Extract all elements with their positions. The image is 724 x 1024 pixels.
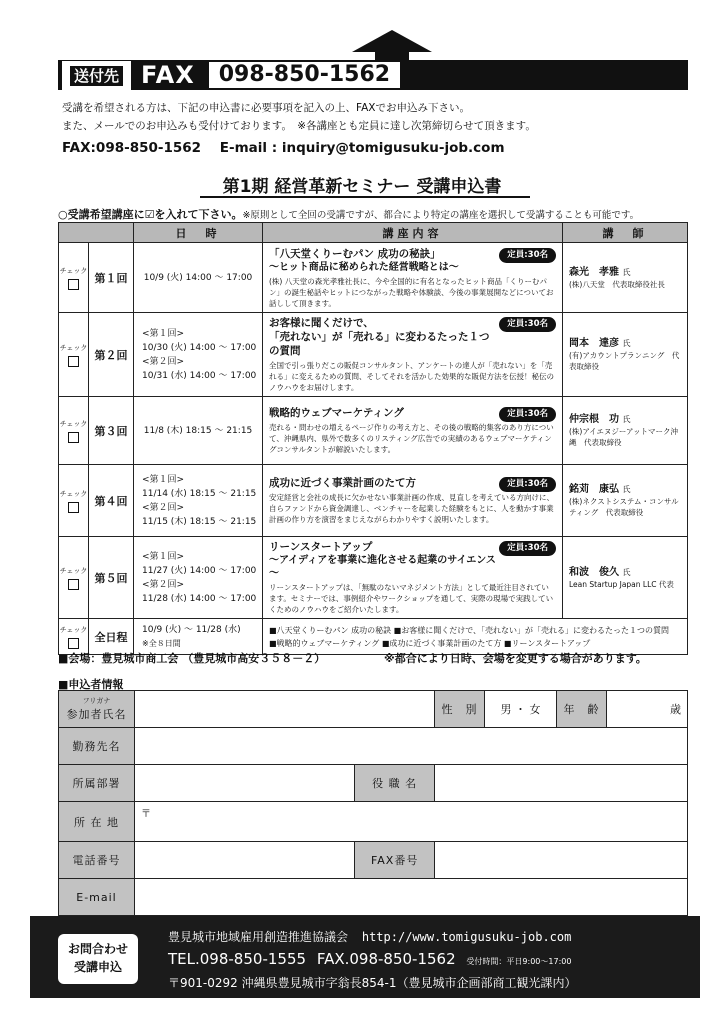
instructor-title: (株)ネクストシステム・コンサルティング 代表取締役 bbox=[569, 497, 679, 517]
intro-line-1: 受講を希望される方は、下記の申込書に必要事項を記入の上、FAXでお申込み下さい。 bbox=[62, 102, 470, 114]
course-date: 11/8 (木) 18:15 ～ 21:15 bbox=[134, 397, 263, 465]
up-arrow-icon bbox=[352, 30, 432, 52]
capacity-badge: 定員:30名 bbox=[499, 317, 556, 332]
instructor-name: 銘苅 康弘 bbox=[569, 484, 619, 495]
contact-fax: FAX:098-850-1562 bbox=[62, 140, 202, 156]
company-field[interactable] bbox=[135, 728, 688, 765]
header-content: 講座内容 bbox=[263, 223, 563, 243]
course-title: 成功に近づく事業計画のたて方 bbox=[269, 477, 416, 489]
venue-note: ※都合により日時、会場を変更する場合があります。 bbox=[384, 652, 647, 665]
checkbox[interactable] bbox=[68, 356, 79, 367]
phone-field[interactable] bbox=[135, 842, 355, 879]
check-cell[interactable]: チェック bbox=[59, 619, 89, 655]
course-content bbox=[263, 465, 563, 537]
course-date: <第１回> 11/14 (水) 18:15 ～ 21:15 <第２回> 11/15 (木) 18:15 ～ 21:15 bbox=[134, 465, 263, 537]
course-desc: (株) 八天堂の森光孝雅社長に、今や全国的に有名となったヒット商品「くりーむパン」の誕生秘話やヒットにつながった戦略や体験談、今後の事業展開などについてお話しして頂きます。 bbox=[269, 276, 554, 308]
fax-number: 098-850-1562 bbox=[209, 62, 400, 88]
header-date: 日 時 bbox=[134, 223, 263, 243]
course-content bbox=[263, 243, 563, 313]
company-row bbox=[59, 728, 688, 765]
applicant-heading: ■申込者情報 bbox=[58, 678, 124, 691]
course-row bbox=[59, 313, 688, 397]
all-course-label: 全日程 bbox=[89, 619, 134, 655]
header-instructor: 講 師 bbox=[563, 223, 688, 243]
instruction-sub: ※原則として全回の受講ですが、都合により特定の講座を選択して受講することも可能です。 bbox=[242, 210, 640, 221]
instructor-title: (株)八天堂 代表取締役社長 bbox=[569, 279, 665, 289]
send-to-badge: 送付先 bbox=[62, 61, 131, 90]
instructor-name: 和波 俊久 bbox=[569, 566, 619, 578]
instruction-note bbox=[58, 206, 639, 222]
email-label: E-mail bbox=[59, 879, 135, 916]
instructor-cell: 和波 俊久 氏 Lean Startup Japan LLC 代表 bbox=[563, 537, 688, 619]
contact-line bbox=[62, 140, 505, 156]
age-field[interactable]: 歳 bbox=[607, 691, 688, 728]
course-row bbox=[59, 537, 688, 619]
checkbox[interactable] bbox=[68, 432, 79, 443]
address-field[interactable] bbox=[135, 802, 688, 842]
checkbox[interactable] bbox=[68, 502, 79, 513]
course-desc: 売れる・問わせの増えるページ作りの考え方と、その後の戦略的集客のあり方について、沖縄県内、県外で数多くのリスティング広告での実績のあるウェブマーケティングコンサルタントが解説いたします。 bbox=[269, 423, 554, 454]
course-row bbox=[59, 465, 688, 537]
intro-line-2: また、メールでのお申込みも受付けております。 ※各講座とも定員に達し次第締切らせて頂きます。 bbox=[62, 120, 536, 132]
course-desc: リーンスタートアップは、「無駄のないマネジメント方法」として最近注目されています。セミナーでは、事例紹介やワークショップを通して、実際の現場で実践していくためのノウハウをご紹介いたします。 bbox=[269, 583, 554, 614]
instruction-main: ○受講希望講座に☑を入れて下さい。 bbox=[58, 208, 243, 221]
checkbox[interactable] bbox=[68, 579, 79, 590]
gender-field[interactable]: 男 ・ 女 bbox=[485, 691, 557, 728]
course-row bbox=[59, 397, 688, 465]
fax-header-bar bbox=[58, 60, 688, 90]
check-cell[interactable]: チェック bbox=[59, 243, 89, 313]
course-subtitle: 「売れない」が「売れる」に変わるたった１つの質問 bbox=[269, 331, 490, 357]
course-number: 第２回 bbox=[89, 313, 134, 397]
applicant-form bbox=[58, 690, 688, 916]
gender-label: 性 別 bbox=[435, 691, 485, 728]
page-title: 第1期 経営革新セミナー 受講申込書 bbox=[222, 177, 502, 197]
footer-hours: 受付時間：平日9:00～17:00 bbox=[466, 957, 572, 966]
course-title: 「八天堂くりーむパン 成功の秘訣」 bbox=[269, 247, 441, 260]
venue: ■会場：豊見城市商工会 （豊見城市高安３５８－２） bbox=[58, 652, 326, 665]
check-cell[interactable]: チェック bbox=[59, 537, 89, 619]
checkbox[interactable] bbox=[68, 279, 79, 290]
footer-tel: TEL.098-850-1555 bbox=[168, 950, 307, 968]
title-underline bbox=[200, 196, 530, 198]
course-date: 10/9 (火) 14:00 ～ 17:00 bbox=[134, 243, 263, 313]
position-label: 役 職 名 bbox=[355, 765, 435, 802]
all-course-content: ■八天堂くりーむパン 成功の秘訣 ■お客様に聞くだけで、「売れない」が「売れる」に変わるたった１つの質問 ■戦略的ウェブマーケティング ■成功に近づく事業計画のたて方 ■リーンスタートアップ bbox=[263, 619, 688, 655]
capacity-badge: 定員:30名 bbox=[499, 248, 556, 263]
course-subtitle: ～ヒット商品に秘められた経営戦略とは～ bbox=[269, 261, 459, 273]
position-field[interactable] bbox=[435, 765, 688, 802]
capacity-badge: 定員:30名 bbox=[499, 541, 556, 556]
phone-label: 電話番号 bbox=[59, 842, 135, 879]
fax-field[interactable] bbox=[435, 842, 688, 879]
email-field[interactable] bbox=[135, 879, 688, 916]
course-number: 第５回 bbox=[89, 537, 134, 619]
instructor-name: 仲宗根 功 bbox=[569, 414, 619, 425]
instructor-cell: 銘苅 康弘 氏 (株)ネクストシステム・コンサルティング 代表取締役 bbox=[563, 465, 688, 537]
phone-row bbox=[59, 842, 688, 879]
course-title: お客様に聞くだけで、 bbox=[269, 317, 374, 329]
footer-address: 〒901-0292 沖縄県豊見城市字翁長854-1（豊見城市企画部商工観光課内） bbox=[168, 976, 577, 990]
course-subtitle: ～アイディアを事業に進化させる起業のサイエンス～ bbox=[269, 555, 496, 579]
course-date: <第１回> 11/27 (火) 14:00 ～ 17:00 <第２回> 11/28 (水) 14:00 ～ 17:00 bbox=[134, 537, 263, 619]
department-field[interactable] bbox=[135, 765, 355, 802]
course-title: 戦略的ウェブマーケティング bbox=[269, 407, 404, 419]
inquiry-label: お問合わせ 受講申込 bbox=[58, 934, 138, 984]
footer-org: 豊見城市地域雇用創造推進協議会 bbox=[168, 930, 349, 944]
course-title: リーンスタートアップ bbox=[269, 541, 373, 553]
footer-tel-line bbox=[168, 950, 571, 968]
name-field[interactable] bbox=[135, 691, 435, 728]
checkbox[interactable] bbox=[68, 638, 79, 649]
instructor-name: 森光 孝雅 bbox=[569, 266, 619, 278]
capacity-badge: 定員:30名 bbox=[499, 477, 556, 492]
course-number: 第４回 bbox=[89, 465, 134, 537]
address-row bbox=[59, 802, 688, 842]
course-table-header bbox=[59, 223, 688, 243]
name-row bbox=[59, 691, 688, 728]
name-label: フリガナ 参加者氏名 bbox=[59, 691, 135, 728]
check-cell[interactable]: チェック bbox=[59, 465, 89, 537]
capacity-badge: 定員:30名 bbox=[499, 407, 556, 422]
footer bbox=[30, 916, 700, 998]
address-label: 所 在 地 bbox=[59, 802, 135, 842]
course-number: 第１回 bbox=[89, 243, 134, 313]
footer-url[interactable]: http://www.tomigusuku-job.com bbox=[361, 930, 572, 944]
department-label: 所属部署 bbox=[59, 765, 135, 802]
postal-mark: 〒 bbox=[141, 809, 151, 820]
fax-word: FAX bbox=[141, 61, 195, 89]
course-content bbox=[263, 313, 563, 397]
check-cell[interactable]: チェック bbox=[59, 397, 89, 465]
instructor-cell: 仲宗根 功 氏 (株)アイエヌジーアットマーク沖縄 代表取締役 bbox=[563, 397, 688, 465]
course-row bbox=[59, 243, 688, 313]
all-course-date: 10/9 (火) ～ 11/28 (水) ※全８日間 bbox=[134, 619, 263, 655]
course-desc: 全国で引っ張りだこの販促コンサルタント、アンケートの達人が「売れない」を「売れる」に変えるための質問、そしてそれを活かした効果的な販促方法を伝授！秘伝のノウハウをお届けします。 bbox=[269, 361, 554, 392]
header-blank bbox=[59, 223, 134, 243]
fax-label: FAX番号 bbox=[355, 842, 435, 879]
email-row bbox=[59, 879, 688, 916]
instructor-title: (有)アカウントプランニング 代表取締役 bbox=[569, 351, 680, 371]
footer-fax: FAX.098-850-1562 bbox=[316, 950, 456, 968]
instructor-name: 岡本 達彦 bbox=[569, 338, 619, 349]
footer-org-line bbox=[168, 928, 571, 945]
instructor-cell: 森光 孝雅 氏 (株)八天堂 代表取締役社長 bbox=[563, 243, 688, 313]
course-content bbox=[263, 537, 563, 619]
course-desc: 安定経営と会社の成長に欠かせない事業計画の作成、見直しを考えている方向けに、自らファンドから資金調達し、ベンチャーを起業した経験をもとに、人を動かす事業計画の作り方を演習をまじえながらわかりやすく説明いたします。 bbox=[269, 493, 554, 524]
course-date: <第１回> 10/30 (火) 14:00 ～ 17:00 <第２回> 10/31 (水) 14:00 ～ 17:00 bbox=[134, 313, 263, 397]
contact-email: E-mail : inquiry@tomigusuku-job.com bbox=[219, 140, 505, 156]
company-label: 勤務先名 bbox=[59, 728, 135, 765]
department-row bbox=[59, 765, 688, 802]
course-table bbox=[58, 222, 688, 655]
check-cell[interactable]: チェック bbox=[59, 313, 89, 397]
course-number: 第３回 bbox=[89, 397, 134, 465]
instructor-cell: 岡本 達彦 氏 (有)アカウントプランニング 代表取締役 bbox=[563, 313, 688, 397]
course-content bbox=[263, 397, 563, 465]
instructor-title: (株)アイエヌジーアットマーク沖縄 代表取締役 bbox=[569, 427, 678, 447]
age-label: 年 齢 bbox=[557, 691, 607, 728]
instructor-title: Lean Startup Japan LLC 代表 bbox=[569, 579, 674, 589]
